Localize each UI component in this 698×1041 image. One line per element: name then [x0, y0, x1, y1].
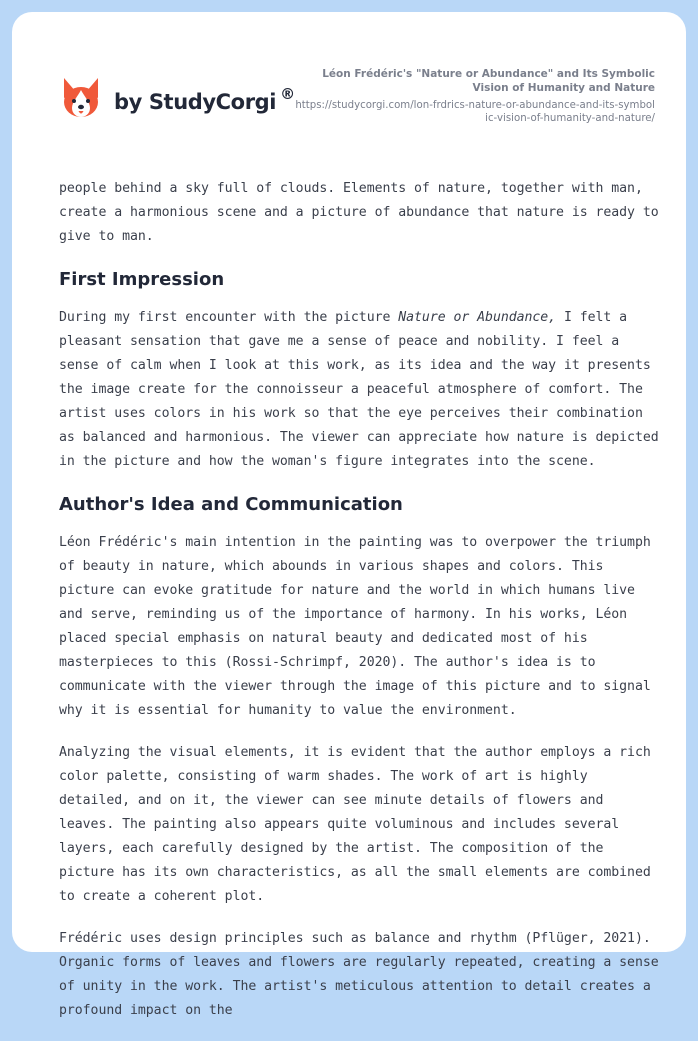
authors-idea-paragraph-2: Analyzing the visual elements, it is evident that the author employs a rich color palette, consisting of warm shades. The work of art is highly detailed, and on it, the viewer can see minute details of flowers and leaves. The painting also appears quite voluminous and includes several layers, each carefully designed by the artist. The composition of the picture has its own characteristics, as all the small elements are combined to create a coherent plot.: [59, 745, 651, 904]
section-heading-authors-idea: Author's Idea and Communication: [59, 494, 403, 515]
brand-name: by StudyCorgi ®: [114, 85, 295, 114]
studycorgi-logo[interactable]: [60, 76, 295, 120]
document-body: [59, 177, 659, 1041]
section-heading-first-impression: First Impression: [59, 269, 225, 290]
first-impression-paragraph: During my first encounter with the picture Nature or Abundance, I felt a pleasant sensation that gave me a sense of peace and nobility. I feel a sense of calm when I look at this work, as its idea and the way it presents the image create for the connoisseur a peaceful atmosphere of comfort. The artist uses colors in his work so that the eye perceives their combination as balanced and harmonious. The viewer can appreciate how nature is depicted in the picture and how the woman's figure integrates into the scene.: [59, 310, 659, 469]
registered-mark: ®: [280, 85, 295, 103]
document-page: [12, 12, 686, 1018]
page-header: [12, 12, 686, 162]
document-url[interactable]: https://studycorgi.com/lon-frdrics-nature-or-abundance-and-its-symbolic-vision-of-humanity-and-nature/: [295, 100, 655, 124]
document-meta: [295, 67, 655, 125]
intro-paragraph: people behind a sky full of clouds. Elements of nature, together with man, create a harmonious scene and a picture of abundance that nature is ready to give to man.: [59, 181, 659, 244]
painting-title: Nature or Abundance,: [398, 310, 557, 325]
authors-idea-paragraph-3: Frédéric uses design principles such as balance and rhythm (Pflüger, 2021). Organic forms of leaves and flowers are regularly repeated, creating a sense of unity in the work. The artist's meticulous attention to detail creates a profound impact on the: [59, 931, 659, 1018]
authors-idea-paragraph-1: Léon Frédéric's main intention in the painting was to overpower the triumph of beauty in nature, which abounds in various shapes and colors. This picture can evoke gratitude for nature and the world in which humans live and serve, reminding us of the importance of harmony. In his works, Léon placed special emphasis on natural beauty and dedicated most of his masterpieces to this (Rossi-Schrimpf, 2020). The author's idea is to communicate with the viewer through the image of this picture and to signal why it is essential for humanity to value the environment.: [59, 535, 651, 718]
corgi-head-icon: [60, 76, 102, 120]
document-title: Léon Frédéric's "Nature or Abundance" and Its Symbolic Vision of Humanity and Nature: [322, 68, 655, 94]
